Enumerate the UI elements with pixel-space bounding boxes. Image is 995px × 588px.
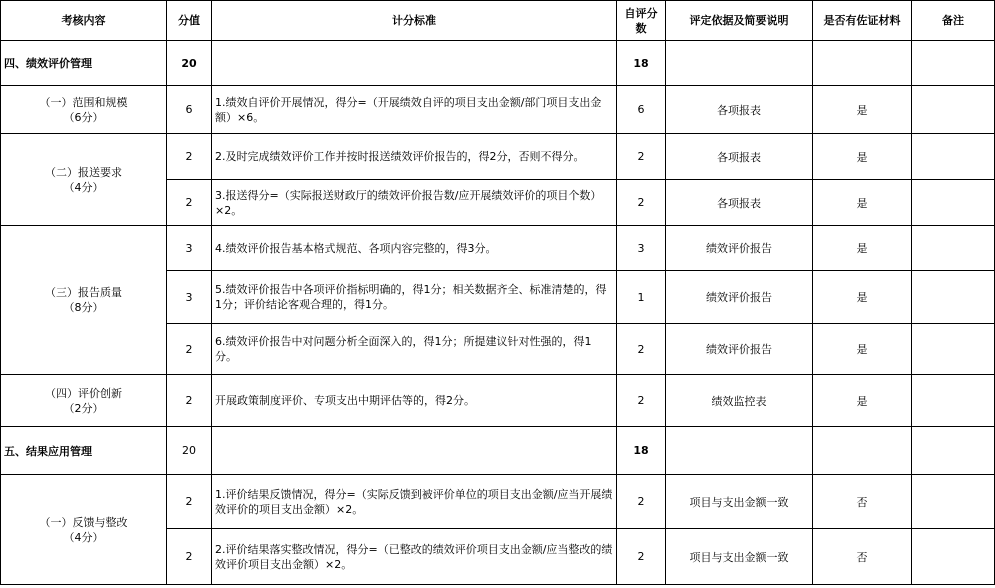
row-remarks[interactable]: [912, 271, 995, 324]
row-evidence[interactable]: 是: [813, 226, 912, 271]
table-row: [1, 375, 995, 427]
section-row: [1, 427, 995, 475]
row-remarks[interactable]: [912, 324, 995, 375]
row-self-score[interactable]: 2: [617, 134, 666, 180]
row-evidence[interactable]: 是: [813, 86, 912, 134]
row-self-score[interactable]: 2: [617, 475, 666, 529]
row-self-score[interactable]: 2: [617, 375, 666, 427]
header-row: [1, 1, 995, 41]
section-self-score[interactable]: 18: [617, 427, 666, 475]
row-basis[interactable]: 绩效评价报告: [666, 226, 813, 271]
row-basis[interactable]: 各项报表: [666, 134, 813, 180]
group-points: （4分）: [63, 180, 104, 194]
row-remarks[interactable]: [912, 86, 995, 134]
row-evidence[interactable]: 是: [813, 324, 912, 375]
header-evidence[interactable]: 是否有佐证材料: [813, 1, 912, 41]
section-score[interactable]: 20: [167, 41, 212, 86]
group-points: （4分）: [63, 530, 104, 544]
row-score[interactable]: 2: [167, 475, 212, 529]
table-row: [1, 134, 995, 180]
section-evidence[interactable]: [813, 427, 912, 475]
row-standard[interactable]: 2.评价结果落实整改情况，得分=（已整改的绩效评价项目支出金额/应当整改的绩效评价项目支出金额）×2。: [212, 529, 617, 585]
group-name: （一）反馈与整改: [39, 515, 128, 529]
row-standard[interactable]: 1.评价结果反馈情况，得分=（实际反馈到被评价单位的项目支出金额/应当开展绩效评价的项目支出金额）×2。: [212, 475, 617, 529]
row-standard[interactable]: 3.报送得分=（实际报送财政厅的绩效评价报告数/应开展绩效评价的项目个数）×2。: [212, 180, 617, 226]
row-evidence[interactable]: 是: [813, 180, 912, 226]
row-evidence[interactable]: 是: [813, 134, 912, 180]
table-row: [1, 86, 995, 134]
row-basis[interactable]: 各项报表: [666, 86, 813, 134]
row-self-score[interactable]: 2: [617, 324, 666, 375]
section-self-score[interactable]: 18: [617, 41, 666, 86]
section-evidence[interactable]: [813, 41, 912, 86]
group-label[interactable]: [1, 134, 167, 226]
row-score[interactable]: 3: [167, 226, 212, 271]
row-basis[interactable]: 绩效评价报告: [666, 271, 813, 324]
header-self-score[interactable]: 自评分数: [617, 1, 666, 41]
row-self-score[interactable]: 3: [617, 226, 666, 271]
row-score[interactable]: 2: [167, 375, 212, 427]
row-evidence[interactable]: 否: [813, 475, 912, 529]
group-name: （二）报送要求: [45, 165, 122, 179]
row-basis[interactable]: 项目与支出金额一致: [666, 475, 813, 529]
section-standard[interactable]: [212, 427, 617, 475]
row-self-score[interactable]: 6: [617, 86, 666, 134]
row-remarks[interactable]: [912, 475, 995, 529]
row-evidence[interactable]: 是: [813, 271, 912, 324]
group-label[interactable]: [1, 475, 167, 585]
group-name: （三）报告质量: [45, 286, 122, 299]
row-basis[interactable]: 绩效评价报告: [666, 324, 813, 375]
row-standard[interactable]: 5.绩效评价报告中各项评价指标明确的，得1分；相关数据齐全、标准清楚的，得1分；评价结论客观合理的，得1分。: [212, 271, 617, 324]
row-remarks[interactable]: [912, 529, 995, 585]
table-row: [1, 226, 995, 271]
row-basis[interactable]: 项目与支出金额一致: [666, 529, 813, 585]
header-standard[interactable]: 计分标准: [212, 1, 617, 41]
section-title[interactable]: 五、结果应用管理: [1, 427, 167, 475]
section-remarks[interactable]: [912, 427, 995, 475]
row-remarks[interactable]: [912, 134, 995, 180]
row-score[interactable]: 2: [167, 529, 212, 585]
row-score[interactable]: 2: [167, 324, 212, 375]
row-remarks[interactable]: [912, 226, 995, 271]
row-standard[interactable]: 6.绩效评价报告中对问题分析全面深入的，得1分；所提建议针对性强的，得1分。: [212, 324, 617, 375]
row-score[interactable]: 2: [167, 134, 212, 180]
section-basis[interactable]: [666, 41, 813, 86]
group-label[interactable]: [1, 375, 167, 427]
section-row: [1, 41, 995, 86]
section-standard[interactable]: [212, 41, 617, 86]
group-points: （2分）: [63, 401, 104, 415]
row-remarks[interactable]: [912, 375, 995, 427]
header-remarks[interactable]: 备注: [912, 1, 995, 41]
header-content[interactable]: 考核内容: [1, 1, 167, 41]
row-score[interactable]: 2: [167, 180, 212, 226]
row-standard[interactable]: 4.绩效评价报告基本格式规范、各项内容完整的，得3分。: [212, 226, 617, 271]
row-standard[interactable]: 开展政策制度评价、专项支出中期评估等的，得2分。: [212, 375, 617, 427]
group-label[interactable]: [1, 86, 167, 134]
row-self-score[interactable]: 2: [617, 529, 666, 585]
header-basis[interactable]: 评定依据及简要说明: [666, 1, 813, 41]
group-points: （8分）: [63, 301, 104, 314]
row-evidence[interactable]: 是: [813, 375, 912, 427]
row-score[interactable]: 6: [167, 86, 212, 134]
row-standard[interactable]: 1.绩效自评价开展情况，得分=（开展绩效自评的项目支出金额/部门项目支出金额）×6。: [212, 86, 617, 134]
row-score[interactable]: 3: [167, 271, 212, 324]
section-remarks[interactable]: [912, 41, 995, 86]
row-self-score[interactable]: 2: [617, 180, 666, 226]
table-row: [1, 475, 995, 529]
group-name: （四）评价创新: [45, 386, 122, 400]
section-title[interactable]: 四、绩效评价管理: [1, 41, 167, 86]
group-name: （一）范围和规模: [39, 95, 128, 109]
section-basis[interactable]: [666, 427, 813, 475]
section-score[interactable]: 20: [167, 427, 212, 475]
row-standard[interactable]: 2.及时完成绩效评价工作并按时报送绩效评价报告的，得2分，否则不得分。: [212, 134, 617, 180]
row-self-score[interactable]: 1: [617, 271, 666, 324]
header-score[interactable]: 分值: [167, 1, 212, 41]
group-points: （6分）: [63, 110, 104, 124]
row-basis[interactable]: 绩效监控表: [666, 375, 813, 427]
row-evidence[interactable]: 否: [813, 529, 912, 585]
group-label[interactable]: [1, 226, 167, 375]
row-remarks[interactable]: [912, 180, 995, 226]
row-basis[interactable]: 各项报表: [666, 180, 813, 226]
